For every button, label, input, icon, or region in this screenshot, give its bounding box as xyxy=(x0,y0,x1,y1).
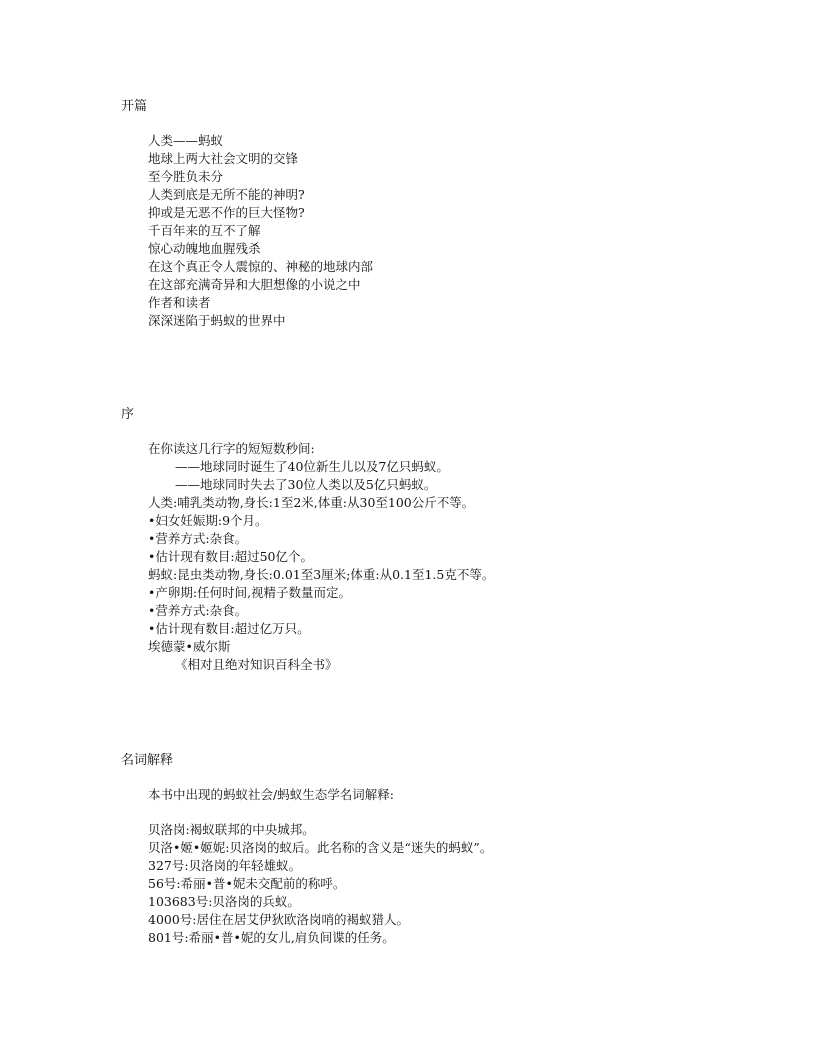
poem-line: 人类到底是无所不能的神明? xyxy=(148,187,305,202)
glossary-entry: 801号:希丽•普•妮的女儿,肩负间谍的任务。 xyxy=(148,930,395,945)
poem-line: 抑或是无恶不作的巨大怪物? xyxy=(148,205,305,220)
preface-bullet: •妇女妊娠期:9个月。 xyxy=(148,513,268,528)
poem-line: 在这部充满奇异和大胆想像的小说之中 xyxy=(148,277,361,292)
preface-bullet: •营养方式:杂食。 xyxy=(148,603,248,618)
preface-bullet: •估计现有数目:超过亿万只。 xyxy=(148,621,310,636)
poem-line: 惊心动魄地血腥残杀 xyxy=(148,241,261,256)
section-heading-xu: 序 xyxy=(121,407,135,422)
glossary-entry: 103683号:贝洛岗的兵蚁。 xyxy=(148,894,300,909)
poem-line: 千百年来的互不了解 xyxy=(148,223,261,238)
section-heading-kaipian: 开篇 xyxy=(121,99,148,114)
preface-line: 人类:哺乳类动物,身长:1至2米,体重:从30至100公斤不等。 xyxy=(148,495,475,510)
poem-line: 深深迷陷于蚂蚁的世界中 xyxy=(148,313,286,328)
glossary-intro: 本书中出现的蚂蚁社会/蚂蚁生态学名词解释: xyxy=(148,787,394,802)
preface-bullet: •估计现有数目:超过50亿个。 xyxy=(148,549,313,564)
glossary-entry: 327号:贝洛岗的年轻雄蚁。 xyxy=(148,858,302,873)
poem-line: 人类——蚂蚁 xyxy=(148,133,224,148)
poem-line: 地球上两大社会文明的交锋 xyxy=(148,151,299,166)
glossary-entry: 贝洛•姬•姬妮:贝洛岗的蚁后。此名称的含义是“迷失的蚂蚁”。 xyxy=(148,840,493,855)
book-title: 《相对且绝对知识百科全书》 xyxy=(175,657,338,672)
preface-line: ——地球同时诞生了40位新生儿以及7亿只蚂蚁。 xyxy=(175,459,449,474)
preface-line: 蚂蚁:昆虫类动物,身长:0.01至3厘米;体重:从0.1至1.5克不等。 xyxy=(148,567,495,582)
author-name: 埃德蒙•威尔斯 xyxy=(148,639,231,654)
preface-bullet: •产卵期:任何时间,视精子数量而定。 xyxy=(148,585,352,600)
poem-line: 作者和读者 xyxy=(148,295,211,310)
glossary-entry: 4000号:居住在居艾伊狄欧洛岗哨的褐蚁猎人。 xyxy=(148,912,410,927)
preface-bullet: •营养方式:杂食。 xyxy=(148,531,248,546)
poem-line: 至今胜负未分 xyxy=(148,169,224,184)
glossary-entry: 56号:希丽•普•妮未交配前的称呼。 xyxy=(148,876,346,891)
poem-line: 在这个真正令人震惊的、神秘的地球内部 xyxy=(148,259,374,274)
section-heading-glossary: 名词解释 xyxy=(121,753,174,768)
preface-line: ——地球同时失去了30位人类以及5亿只蚂蚁。 xyxy=(175,477,437,492)
glossary-entry: 贝洛岗:褐蚁联邦的中央城邦。 xyxy=(148,822,315,837)
preface-line: 在你读这几行字的短短数秒间: xyxy=(148,441,315,456)
